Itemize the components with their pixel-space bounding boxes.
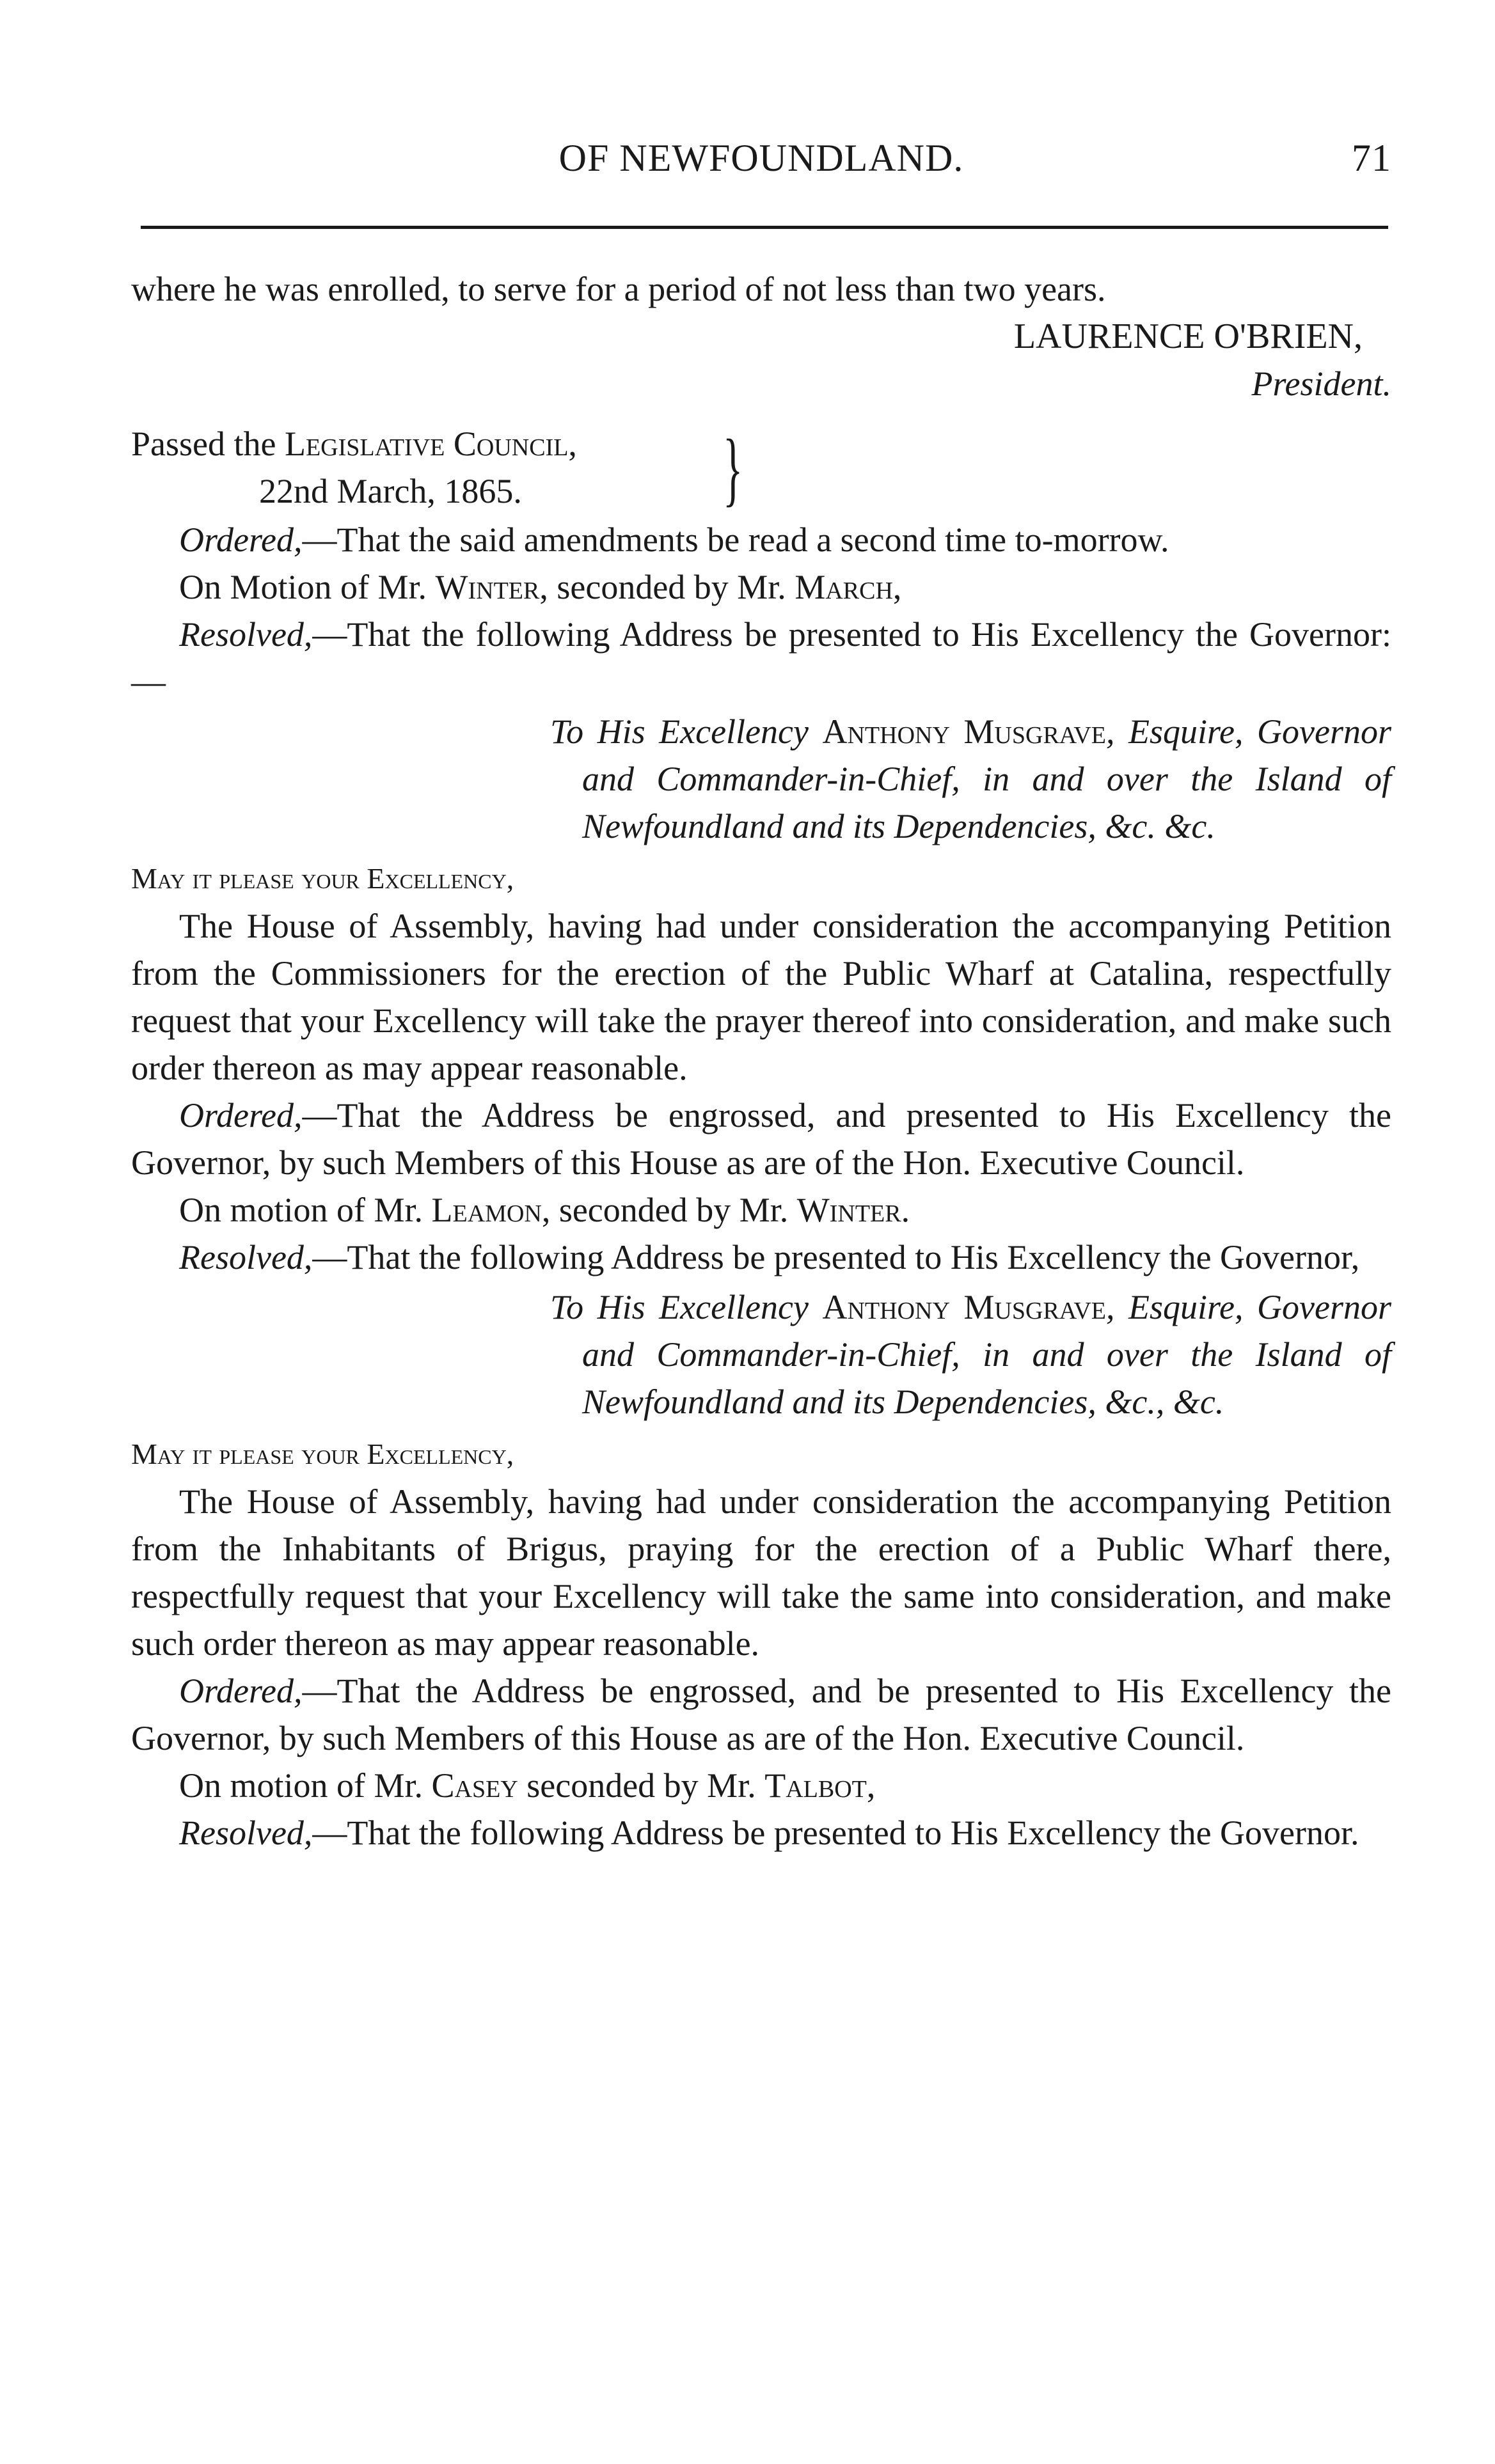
page-number: 71	[1352, 137, 1391, 179]
resolved-lead: Resolved,	[179, 1238, 313, 1276]
ordered-paragraph-1	[131, 516, 1391, 563]
motion-mover: Casey	[431, 1766, 518, 1805]
resolved-lead: Resolved,	[179, 1814, 313, 1852]
motion-mid: , seconded by Mr.	[539, 568, 795, 606]
motion-paragraph-2	[131, 1186, 1391, 1234]
motion-post: ,	[892, 568, 902, 606]
brace-glyph: }	[723, 423, 743, 515]
motion-mover: Leamon	[431, 1191, 542, 1229]
page-header	[131, 134, 1391, 185]
salutation-2: May it please your Excellency,	[131, 1438, 514, 1470]
address-name: Anthony Musgrave	[822, 712, 1106, 751]
address-rest: , Esquire, Governor and Commander-in-Chief, in and over the Island of Newfoundland and its Dependencies, &c., &c.	[582, 1288, 1391, 1421]
ordered-lead: Ordered,	[179, 1096, 303, 1134]
signatory-name: LAURENCE O'BRIEN,	[1013, 317, 1363, 356]
motion-mover: Winter	[435, 568, 540, 606]
resolved-paragraph-2	[131, 1234, 1391, 1281]
motion-pre: On motion of Mr.	[179, 1191, 432, 1229]
motion-mid: seconded by Mr.	[518, 1766, 765, 1805]
passed-notice	[131, 420, 1391, 516]
resolved-text: —That the following Address be presented to His Excellency the Governor:—	[131, 615, 1391, 701]
passed-council: Legislative Council,	[284, 425, 577, 463]
motion-seconder: Talbot	[764, 1766, 867, 1805]
signatory-title: President.	[1251, 365, 1391, 403]
ordered-text: —That the Address be engrossed, and be presented to His Excellency the Governor, by such Members of this House as are of the Hon. Executive Council.	[131, 1672, 1391, 1757]
ordered-text: —That the said amendments be read a second time to-morrow.	[302, 521, 1169, 559]
resolved-paragraph-1	[131, 611, 1391, 705]
ordered-text: —That the Address be engrossed, and presented to His Excellency the Governor, by such Members of this House as are of the Hon. Executive Council.	[131, 1096, 1391, 1182]
ordered-lead: Ordered,	[179, 521, 303, 559]
salutation-1: May it please your Excellency,	[131, 862, 514, 895]
motion-paragraph-1	[131, 563, 1391, 611]
resolved-text: —That the following Address be presented to His Excellency the Governor.	[312, 1814, 1359, 1852]
motion-post: .	[901, 1191, 910, 1229]
resolved-text: —That the following Address be presented to His Excellency the Governor,	[312, 1238, 1360, 1276]
ordered-paragraph-3	[131, 1667, 1391, 1762]
motion-post: ,	[866, 1766, 876, 1805]
motion-pre: On motion of Mr.	[179, 1766, 432, 1805]
address-block-1	[550, 708, 1391, 850]
motion-pre: On Motion of Mr.	[179, 568, 436, 606]
motion-seconder: March	[795, 568, 893, 606]
header-rule	[141, 226, 1388, 229]
signature-block	[131, 313, 1391, 407]
motion-seconder: Winter	[796, 1191, 901, 1229]
motion-mid: , seconded by Mr.	[541, 1191, 797, 1229]
opening-line: where he was enrolled, to serve for a period of not less than two years.	[131, 270, 1106, 308]
address-to: To His Excellency	[550, 712, 823, 751]
motion-paragraph-3	[131, 1762, 1391, 1809]
address-body-1: The House of Assembly, having had under consideration the accompanying Petition from the Commissioners for the erection of the Public Wharf at Catalina, respectfully request that your Excellency will take the prayer thereof into consideration, and make such order thereon as may appear reasonable.	[131, 907, 1391, 1087]
resolved-paragraph-3	[131, 1809, 1391, 1856]
address-to: To His Excellency	[550, 1288, 823, 1326]
running-title: OF NEWFOUNDLAND.	[558, 137, 964, 179]
address-block-2	[550, 1283, 1391, 1425]
passed-date: 22nd March, 1865.	[259, 472, 522, 510]
passed-prefix: Passed the	[131, 425, 285, 463]
resolved-lead: Resolved,	[179, 615, 313, 654]
page-body	[131, 265, 1391, 1856]
ordered-paragraph-2	[131, 1092, 1391, 1186]
ordered-lead: Ordered,	[179, 1672, 303, 1710]
address-rest: , Esquire, Governor and Commander-in-Chief, in and over the Island of Newfoundland and its Dependencies, &c. &c.	[582, 712, 1391, 845]
passed-line-1	[131, 420, 577, 467]
address-body-2: The House of Assembly, having had under consideration the accompanying Petition from the Inhabitants of Brigus, praying for the erection of a Public Wharf there, respectfully request that your Excellency will take the same into consideration, and make such order thereon as may appear reasonable.	[131, 1482, 1391, 1663]
address-name: Anthony Musgrave	[822, 1288, 1106, 1326]
